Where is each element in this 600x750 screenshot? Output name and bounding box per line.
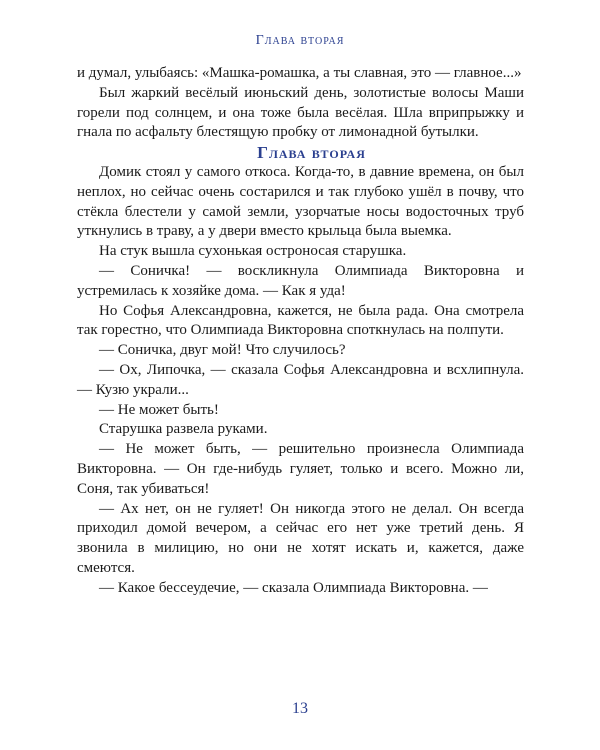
- paragraph: — Соничка! — воскликнула Олимпиада Викторовна и устремилась к хозяйке дома. — Как я уда!: [77, 262, 524, 299]
- paragraph: Был жаркий весёлый июньский день, золотистые волосы Маши горели под солнцем, и она тоже была весёлая. Шла вприпрыжку и гнала по асфальту блестящую пробку от лимонадной бутылки.: [77, 84, 524, 141]
- paragraph: — Ах нет, он не гуляет! Он никогда этого не делал. Он всегда приходил домой вечером, а сейчас его нет уже третий день. Я звонила в милицию, но они не хотят искать и, кажется, даже смеются.: [77, 500, 524, 576]
- paragraph: Но Софья Александровна, кажется, не была рада. Она смотрела так горестно, что Олимпиада Викторовна споткнулась на полпути.: [77, 302, 524, 339]
- paragraph: — Какое бессеудечие, — сказала Олимпиада Викторовна. —: [99, 579, 488, 596]
- paragraph: — Не может быть!: [99, 401, 219, 418]
- running-head: Глава вторая: [255, 33, 345, 48]
- paragraph: На стук вышла сухонькая остроносая старушка.: [99, 243, 407, 260]
- paragraph: и думал, улыбаясь: «Машка-ромашка, а ты славная, это — главное...»: [77, 65, 522, 81]
- paragraph: — Не может быть, — решительно произнесла Олимпиада Викторовна. — Он где-нибудь гуляет, только и всего. Можно ли, Соня, так убиваться!: [77, 441, 524, 497]
- paragraph: Старушка развела руками.: [99, 421, 268, 438]
- paragraph: — Ох, Липочка, — сказала Софья Александровна и всхлипнула. — Кузю украли...: [77, 361, 524, 398]
- page-number: 13: [292, 700, 308, 717]
- paragraph: — Соничка, двуг мой! Что случилось?: [99, 342, 346, 359]
- chapter-title: Глава вторая: [257, 143, 366, 163]
- text-body: [77, 64, 524, 599]
- paragraph: Домик стоял у самого откоса. Когда-то, в давние времена, он был неплох, но сейчас очень состарился и так глубоко ушёл в почву, что стёкла блестели у самой земли, узорчатые носы водосточных труб уткнулись в траву, а у двери вместо крыльца была выемка.: [77, 163, 524, 240]
